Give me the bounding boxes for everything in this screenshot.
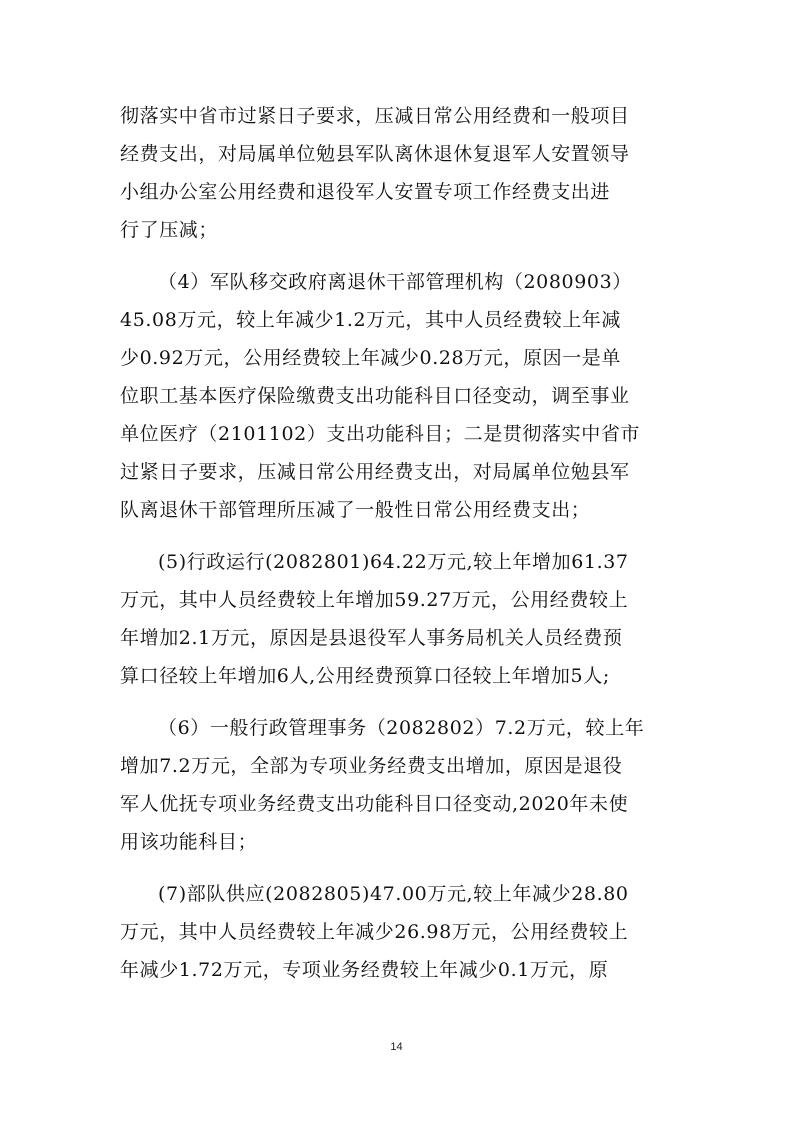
text-line: 年减少1.72万元，专项业务经费较上年减少0.1万元，原 <box>120 959 609 981</box>
text-line: 经费支出，对局属单位勉县军队离休退休复退军人安置领导 <box>120 143 630 165</box>
text-line: 过紧日子要求，压减日常公用经费支出，对局属单位勉县军 <box>120 461 630 483</box>
paragraph-start-line: (5)行政运行(2082801)64.22万元,较上年增加61.37 <box>158 551 629 573</box>
text-line: 彻落实中省市过紧日子要求，压减日常公用经费和一般项目 <box>120 105 630 127</box>
text-line: 单位医疗（2101102）支出功能科目；二是贯彻落实中省市 <box>120 423 641 445</box>
text-line: 少0.92万元，公用经费较上年减少0.28万元，原因一是单 <box>120 347 622 369</box>
text-line: 用该功能科目； <box>120 831 258 853</box>
paragraph-start-line: (7)部队供应(2082805)47.00万元,较上年减少28.80 <box>158 883 629 905</box>
text-line: 小组办公室公用经费和退役军人安置专项工作经费支出进 <box>120 181 611 203</box>
paragraph-start-line: （4）军队移交政府离退休干部管理机构（2080903） <box>158 271 632 293</box>
text-line: 万元，其中人员经费较上年减少26.98万元，公用经费较上 <box>120 921 629 943</box>
text-line: 年增加2.1万元，原因是县退役军人事务局机关人员经费预 <box>120 627 623 649</box>
text-line: 增加7.2万元，全部为专项业务经费支出增加，原因是退役 <box>120 755 623 777</box>
text-line: 算口径较上年增加6人,公用经费预算口径较上年增加5人; <box>120 665 610 687</box>
text-line: 位职工基本医疗保险缴费支出功能科目口径变动，调至事业 <box>120 385 630 407</box>
text-line: 军人优抚专项业务经费支出功能科目口径变动,2020年未使 <box>120 793 629 815</box>
text-line: 队离退休干部管理所压减了一般性日常公用经费支出； <box>120 499 591 521</box>
text-line: 行了压减； <box>120 219 219 241</box>
page-number: 14 <box>390 1041 403 1053</box>
text-line: 万元，其中人员经费较上年增加59.27万元，公用经费较上 <box>120 589 629 611</box>
paragraph-start-line: （6）一般行政管理事务（2082802）7.2万元，较上年 <box>158 717 645 739</box>
text-line: 45.08万元，较上年减少1.2万元，其中人员经费较上年减 <box>120 309 622 331</box>
